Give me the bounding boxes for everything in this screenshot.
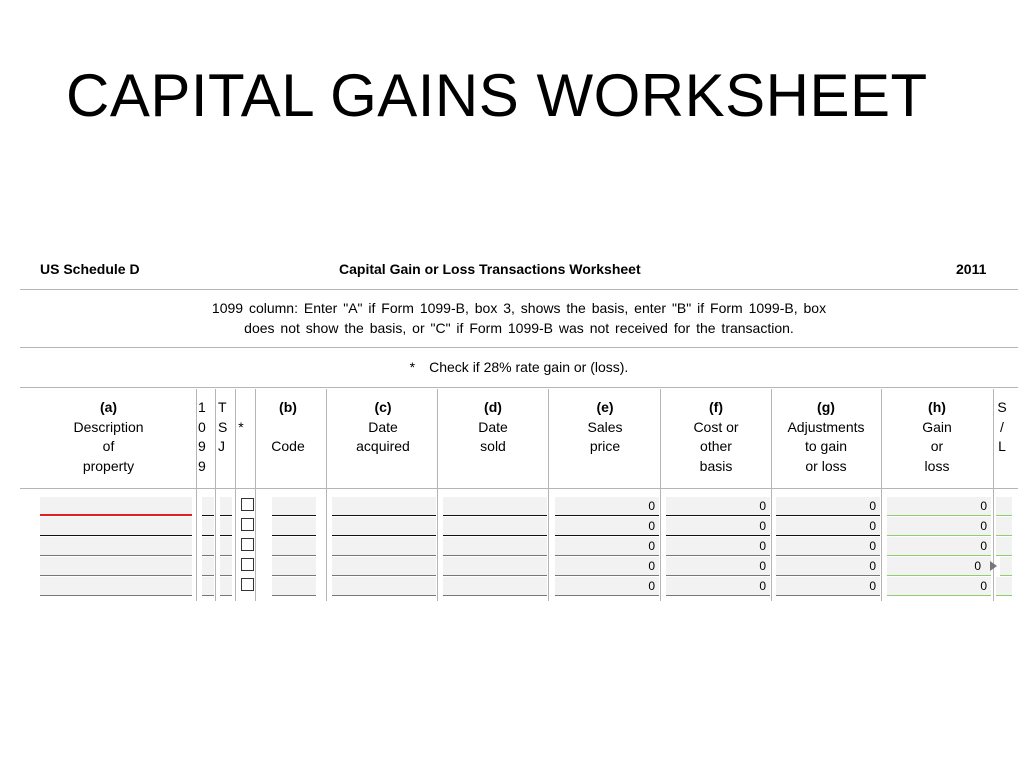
- short-long-input[interactable]: [1000, 557, 1012, 576]
- sales-price-input[interactable]: 0: [555, 577, 659, 596]
- rate-28-checkbox[interactable]: [241, 498, 254, 511]
- sales-price-input[interactable]: 0: [555, 537, 659, 556]
- column-label-line: basis: [699, 457, 733, 474]
- column-header-tsj: [218, 388, 230, 488]
- rate-28-checkbox[interactable]: [241, 558, 254, 571]
- short-long-input[interactable]: [996, 577, 1012, 596]
- cost-basis-input[interactable]: 0: [666, 517, 770, 536]
- sales-price-input[interactable]: 0: [555, 517, 659, 536]
- column-label-line: J: [218, 438, 225, 454]
- column-header-sl: [995, 388, 1009, 488]
- column-label-line: to gain: [804, 438, 848, 454]
- column-label-line: acquired: [356, 438, 410, 454]
- cost-basis-input[interactable]: 0: [666, 537, 770, 556]
- cost-basis-input[interactable]: 0: [666, 577, 770, 596]
- short-long-input[interactable]: [996, 537, 1012, 556]
- worksheet-title: Capital Gain or Loss Transactions Worksheet: [339, 261, 641, 277]
- code-input[interactable]: [272, 497, 316, 516]
- description-input[interactable]: [40, 557, 192, 576]
- tax-year: 2011: [956, 261, 987, 277]
- column-letter: (f): [709, 399, 723, 415]
- date-acquired-input[interactable]: [332, 497, 436, 516]
- date-acquired-input[interactable]: [332, 577, 436, 596]
- adjustments-input[interactable]: 0: [776, 577, 880, 596]
- instruction-line-1: 1099 column: Enter "A" if Form 1099-B, box 3, shows the basis, enter "B" if Form 1099-B, box: [211, 300, 827, 316]
- tsj-input[interactable]: [220, 537, 232, 556]
- column-label-line: property: [82, 457, 135, 474]
- column-header-h: [882, 388, 992, 488]
- form-name: US Schedule D: [40, 261, 140, 277]
- column-label-line: or loss: [805, 457, 847, 474]
- tsj-input[interactable]: [220, 517, 232, 536]
- description-input[interactable]: [40, 517, 192, 536]
- code-input[interactable]: [272, 557, 316, 576]
- gain-loss-value: 0: [887, 537, 991, 556]
- tsj-input[interactable]: [220, 497, 232, 516]
- description-input[interactable]: [40, 537, 192, 556]
- transaction-rows: [20, 489, 1018, 601]
- date-sold-input[interactable]: [443, 537, 547, 556]
- date-sold-input[interactable]: [443, 557, 547, 576]
- form-1099-input[interactable]: [202, 537, 214, 556]
- rate-28-checkbox[interactable]: [241, 578, 254, 591]
- column-header-28-rate: [235, 388, 247, 488]
- instruction-note: [20, 290, 1018, 348]
- column-letter: (b): [279, 399, 297, 415]
- column-label-line: or: [930, 438, 944, 454]
- form-1099-input[interactable]: [202, 557, 214, 576]
- column-header-g: [771, 388, 881, 488]
- column-label-line: of: [102, 438, 115, 454]
- tsj-input[interactable]: [220, 577, 232, 596]
- slide-title: CAPITAL GAINS WORKSHEET: [66, 62, 928, 129]
- code-input[interactable]: [272, 537, 316, 556]
- expand-arrow-icon[interactable]: [990, 561, 997, 571]
- form-1099-input[interactable]: [202, 497, 214, 516]
- column-letter: (d): [484, 399, 502, 415]
- cost-basis-input[interactable]: 0: [666, 497, 770, 516]
- column-label-line: Cost or: [693, 418, 739, 435]
- short-long-input[interactable]: [996, 497, 1012, 516]
- column-label-line: Date: [368, 418, 398, 435]
- worksheet-header: [20, 255, 1018, 290]
- code-input[interactable]: [272, 517, 316, 536]
- date-sold-input[interactable]: [443, 497, 547, 516]
- column-header-e: [550, 388, 660, 488]
- column-label-line: T: [218, 399, 227, 415]
- adjustments-input[interactable]: 0: [776, 517, 880, 536]
- column-letter: (a): [99, 399, 118, 415]
- column-header-d: [438, 388, 548, 488]
- adjustments-input[interactable]: 0: [776, 557, 880, 576]
- column-letter: (e): [596, 399, 614, 415]
- form-1099-input[interactable]: [202, 517, 214, 536]
- date-sold-input[interactable]: [443, 517, 547, 536]
- date-sold-input[interactable]: [443, 577, 547, 596]
- column-label-line: L: [998, 438, 1006, 454]
- adjustments-input[interactable]: 0: [776, 537, 880, 556]
- column-label-line: Adjustments: [787, 418, 865, 435]
- column-label-line: S: [218, 418, 228, 435]
- column-label-line: *: [238, 419, 244, 435]
- rate-28-checkbox[interactable]: [241, 518, 254, 531]
- gain-loss-value: 0: [887, 577, 991, 596]
- column-label-line: Sales: [587, 418, 623, 435]
- adjustments-input[interactable]: 0: [776, 497, 880, 516]
- column-header-f: [661, 388, 771, 488]
- column-label-line: Description: [73, 418, 144, 435]
- date-acquired-input[interactable]: [332, 557, 436, 576]
- capital-gains-worksheet: [20, 255, 1018, 593]
- rate-check-text: Check if 28% rate gain or (loss).: [429, 359, 629, 375]
- column-headers: [20, 388, 1018, 489]
- column-header-c: [328, 388, 438, 488]
- form-1099-input[interactable]: [202, 577, 214, 596]
- description-input[interactable]: [40, 497, 192, 516]
- sales-price-input[interactable]: 0: [555, 557, 659, 576]
- cost-basis-input[interactable]: 0: [666, 557, 770, 576]
- column-letter: (c): [374, 399, 392, 415]
- column-label-line: 0: [198, 418, 206, 435]
- column-header-a: [20, 388, 197, 488]
- column-header-b: [257, 388, 319, 488]
- date-acquired-input[interactable]: [332, 517, 436, 536]
- column-label-line: sold: [480, 438, 506, 454]
- gain-loss-value: 0: [887, 517, 991, 536]
- column-label-line: price: [589, 438, 621, 454]
- date-acquired-input[interactable]: [332, 537, 436, 556]
- gain-loss-value: 0: [887, 557, 991, 576]
- column-letter: (h): [928, 399, 946, 415]
- column-label-line: 9: [198, 457, 206, 474]
- column-label-line: Gain: [922, 418, 952, 435]
- tsj-input[interactable]: [220, 557, 232, 576]
- column-label-line: 1: [198, 399, 206, 415]
- column-label-line: 9: [198, 438, 206, 454]
- gain-loss-value: 0: [887, 497, 991, 516]
- sales-price-input[interactable]: 0: [555, 497, 659, 516]
- rate-28-checkbox[interactable]: [241, 538, 254, 551]
- asterisk-marker: *: [409, 359, 416, 375]
- column-label-line: /: [1000, 418, 1004, 435]
- instruction-line-2: does not show the basis, or "C" if Form 1099-B was not received for the transaction.: [244, 320, 794, 336]
- rate-check-note: [20, 348, 1018, 388]
- column-label-line: S: [997, 399, 1007, 415]
- code-input[interactable]: [272, 577, 316, 596]
- column-label-line: Code: [271, 437, 305, 454]
- column-label-line: loss: [924, 457, 950, 474]
- description-input[interactable]: [40, 577, 192, 596]
- column-label-line: Date: [478, 418, 508, 435]
- column-label-line: other: [700, 438, 732, 454]
- short-long-input[interactable]: [996, 517, 1012, 536]
- column-letter: (g): [817, 399, 835, 415]
- column-header-1099: [198, 388, 210, 488]
